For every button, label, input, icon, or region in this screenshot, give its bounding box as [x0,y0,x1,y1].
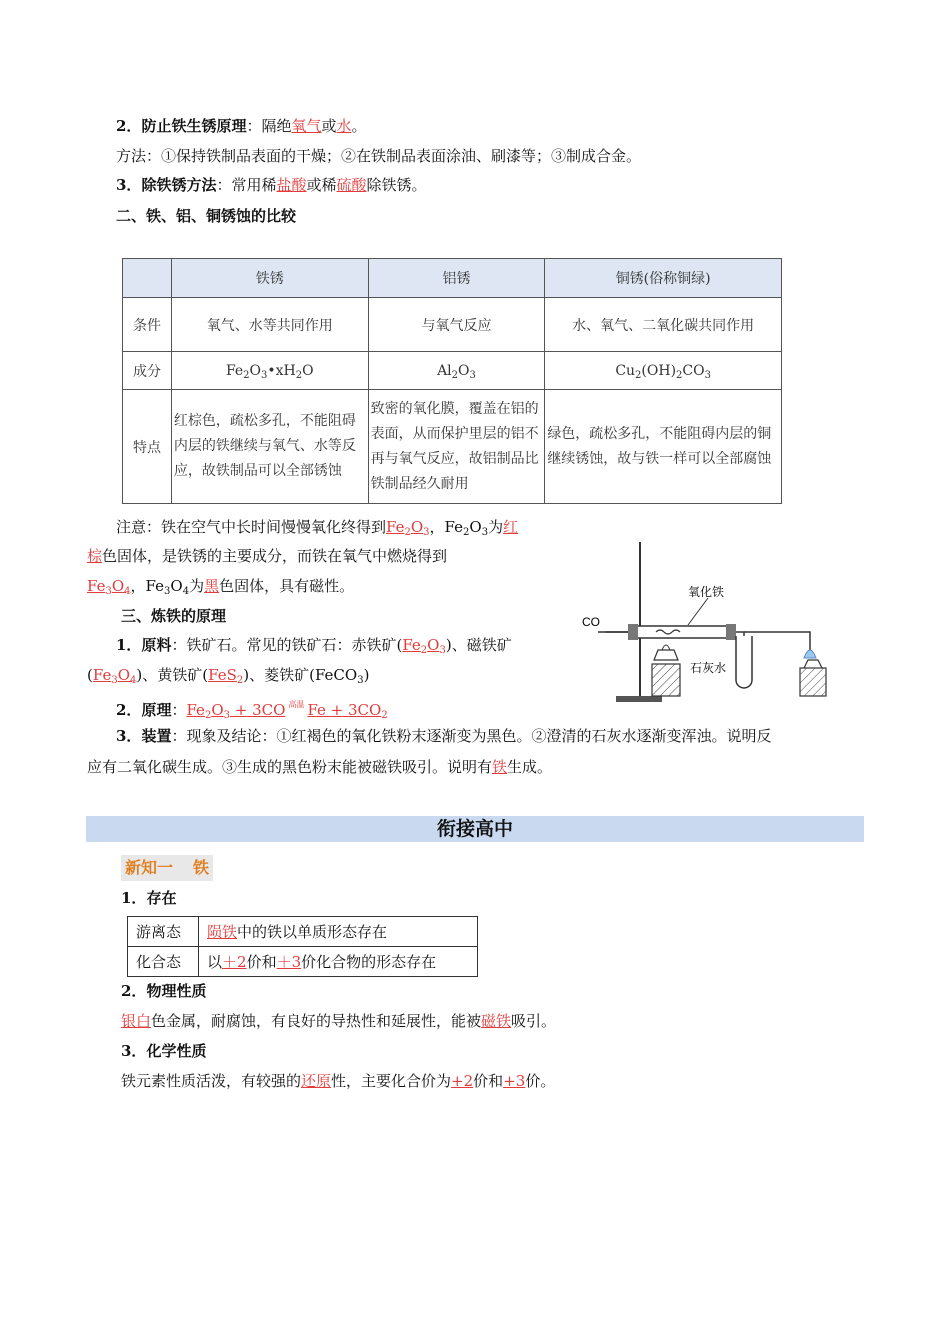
item-title: 除铁锈方法 [141,176,217,194]
new-knowledge-tag: 新知一 铁 [121,855,213,881]
answer-hematite: $Fe_2O_3$ [402,636,446,656]
answer-iron: 铁 [492,758,508,776]
table-row: 化合态 以＋2价和＋3价化合物的形态存在 [128,947,478,977]
answer-fe3o4: $Fe_3O_4$ [87,577,131,597]
table-row: 特点 红棕色，疏松多孔，不能阻碍内层的铁继续与氧气、水等反应，故铁制品可以全部锈蚀 致密的氧化膜，覆盖在铝的表面，从而保护里层的铝不再与氧气反应，故铝制品比铁制品经久耐用 绿色，疏松多孔，不能阻碍内层的铜继续锈蚀，故与铁一样可以全部腐蚀 [123,390,782,504]
table-header-row [123,259,782,298]
answer-meteorite-iron: 陨铁 [207,923,238,941]
table-row: 游离态 陨铁中的铁以单质形态存在 [128,917,478,947]
glass-tube [630,626,734,638]
answer-hcl: 盐酸 [276,176,307,194]
chemical-line: 铁元素性质活泼，有较强的还原性，主要化合价为+2价和+3价。 [121,1072,556,1090]
answer-oxygen: 氧气 [291,117,322,135]
prevent-rust-line: 2．防止铁生锈原理：隔绝氧气或水。 [116,117,367,135]
table-row: 成分 $Fe_2O_3•xH_2O$ $Al_2O_3$ $Cu_2(OH)_2CO_3$ [123,352,782,390]
answer-h2so4: 硫酸 [336,176,367,194]
section-title-compare: 二、铁、铝、铜锈蚀的比较 [116,207,297,225]
answer-water: 水 [336,117,352,135]
note-line-2: 棕色固体，是铁锈的主要成分，而铁在氧气中燃烧得到 [87,547,448,565]
existence-heading: 1．存在 [121,889,177,907]
stand-base [616,696,662,702]
note-line-1: 注意：铁在空气中长时间慢慢氧化终得到$Fe_2O_3$，$Fe_2O_3$为红 [116,518,519,538]
existence-table [127,916,478,977]
header-copper-rust: 铜锈(俗称铜绿) [545,259,782,298]
formula-aluminum-oxide: $Al_2O_3$ [368,352,545,390]
limewater-label: 石灰水 [690,661,727,675]
formula-iron-rust: $Fe_2O_3•xH_2O$ [171,352,368,390]
alcohol-lamp-right [800,668,826,696]
alcohol-lamp-left [652,664,680,696]
device-line-1: 3．装置：现象及结论：①红褐色的氧化铁粉末逐渐变为黑色。②澄清的石灰水逐渐变浑浊。说明反 [116,727,772,745]
device-line-2: 应有二氧化碳生成。③生成的黑色粉末能被磁铁吸引。说明有铁生成。 [87,758,553,776]
method-line: 方法：①保持铁制品表面的干燥；②在铁制品表面涂油、刷漆等；③制成合金。 [116,147,642,165]
physical-line: 银白色金属，耐腐蚀，有良好的导热性和延展性，能被磁铁吸引。 [121,1012,557,1030]
note-line-3: $Fe_3O_4$，$Fe_3O_4$为黑色固体，具有磁性。 [87,577,355,597]
reaction-condition: 高温 [288,700,305,709]
answer-magnetite: $Fe_3O_4$ [92,666,137,686]
header-iron-rust: 铁锈 [171,259,368,298]
raw-material-line-1: 1．原料：铁矿石。常见的铁矿石：赤铁矿$(Fe_2O_3)$、磁铁矿 [116,636,512,656]
test-tube [736,636,752,688]
answer-black: 黑 [204,577,220,595]
equation-right: $Fe + 3CO_2$ [307,701,388,721]
item-number: 2． [116,117,142,135]
answer-fe2o3: $Fe_2O_3$ [386,518,430,538]
equation-left: $Fe_2O_3 + 3CO$ [186,701,286,721]
header-aluminum-rust: 铝锈 [368,259,545,298]
section-title-ironmaking: 三、炼铁的原理 [121,607,227,625]
answer-red: 红 [503,518,519,536]
rust-comparison-table [122,258,782,504]
remove-rust-line: 3．除铁锈方法：常用稀盐酸或稀硫酸除铁锈。 [116,176,427,194]
principle-line: 2．原理：$Fe_2O_3 + 3CO$ $^{高温}$ $Fe + 3CO_2$ [116,700,388,721]
chemical-heading: 3．化学性质 [121,1042,207,1060]
physical-heading: 2．物理性质 [121,982,207,1000]
answer-pyrite: FeS$_2$ [208,666,244,686]
formula-copper-rust: $Cu_2(OH)_2CO_3$ [545,352,782,390]
banner-bridge-high-school: 衔接高中 [86,816,864,842]
ironmaking-apparatus-figure [578,540,848,710]
raw-material-line-2: $(Fe_3O_4)$、黄铁矿(FeS$_2$)、菱铁矿(FeCO$_3$) [87,666,370,686]
answer-magnet: 磁铁 [481,1012,512,1030]
answer-reducing: 还原 [301,1072,332,1090]
co-label: CO [582,615,600,629]
item-title: 防止铁生锈原理 [141,117,247,135]
iron-oxide-label: 氧化铁 [688,585,725,599]
answer-silver-white: 银白 [121,1012,152,1030]
answer-brown: 棕 [87,547,103,565]
table-row: 条件 氧气、水等共同作用 与氧气反应 水、氧气、二氧化碳共同作用 [123,298,782,352]
